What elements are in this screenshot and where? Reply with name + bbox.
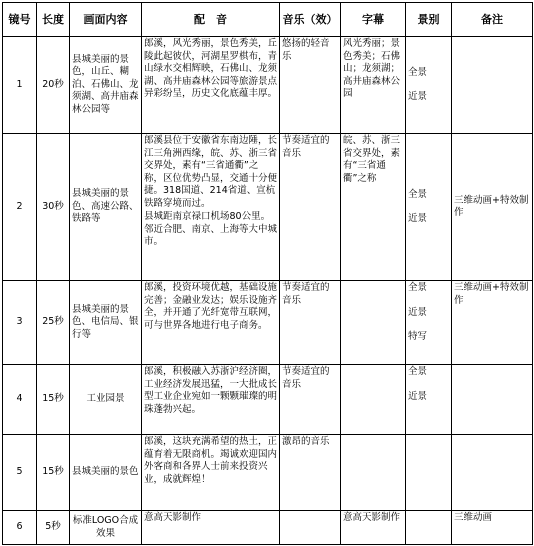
scene-label: 近景 bbox=[408, 390, 428, 402]
shot-number: 3 bbox=[3, 281, 37, 365]
header-shot: 镜号 bbox=[3, 3, 37, 37]
shot-narration bbox=[142, 511, 280, 545]
shot-content: 县城美丽的景色、高速公路、铁路等 bbox=[70, 134, 142, 281]
scene-label: 近景 bbox=[408, 306, 428, 318]
shot-content: 县城美丽的景色，山丘、糊泊、石佛山、龙须湖、高井庙森林公园等 bbox=[70, 37, 142, 134]
shot-length: 15秒 bbox=[37, 435, 70, 511]
scene-label: 特写 bbox=[408, 331, 428, 342]
narration-paragraph: 县城距南京禄口机场80公里。邻近合肥、南京、上海等大中城市。 bbox=[144, 211, 278, 247]
table-row bbox=[3, 281, 533, 365]
shot-content: 工业园景 bbox=[70, 365, 142, 435]
shot-length: 20秒 bbox=[37, 37, 70, 134]
shot-subtitle: 意高天影制作 bbox=[341, 511, 406, 545]
scene-label: 全景 bbox=[408, 188, 428, 200]
table-row bbox=[3, 37, 533, 134]
shot-scene bbox=[406, 37, 452, 134]
header-narration: 配 音 bbox=[142, 3, 280, 37]
shot-length: 30秒 bbox=[37, 134, 70, 281]
shot-content: 县城美丽的景色 bbox=[70, 435, 142, 511]
table-row bbox=[3, 365, 533, 435]
shot-music: 激昂的音乐 bbox=[280, 435, 341, 511]
table-row bbox=[3, 134, 533, 281]
shot-number: 5 bbox=[3, 435, 37, 511]
shot-music: 节奏适宜的音乐 bbox=[280, 365, 341, 435]
shot-music: 节奏适宜的音乐 bbox=[280, 134, 341, 281]
scene-label: 全景 bbox=[408, 282, 428, 293]
shot-number: 2 bbox=[3, 134, 37, 281]
storyboard-table bbox=[2, 2, 533, 545]
shot-subtitle: 皖、苏、浙三省交界处，素有“三省通衢”之称 bbox=[341, 134, 406, 281]
scene-label: 近景 bbox=[408, 91, 428, 102]
narration-paragraph: 郎溪，投资环境优越，基础设施完善；金融业发达；娱乐设施齐全，并开通了光纤宽带互联网，可与世界各地进行电子商务。 bbox=[144, 282, 278, 331]
table-row bbox=[3, 511, 533, 545]
shot-subtitle: 风光秀丽；景色秀美；石佛山；龙须湖；高井庙森林公园 bbox=[341, 37, 406, 134]
header-note: 备注 bbox=[452, 3, 533, 37]
shot-content: 县城美丽的景色、电信局、银行等 bbox=[70, 281, 142, 365]
narration-paragraph: 意高天影制作 bbox=[144, 512, 202, 523]
narration-paragraph: 郎溪县位于安徽省东南边陲，长江三角洲西缘，皖、苏、浙三省交界处，素有“三省通衢”之称，区位优势凸显，交通十分便捷。318国道、214省道、宣杭铁路穿境而过。 bbox=[144, 135, 278, 209]
shot-length: 25秒 bbox=[37, 281, 70, 365]
table-row bbox=[3, 435, 533, 511]
shot-subtitle bbox=[341, 281, 406, 365]
header-length: 长度 bbox=[37, 3, 70, 37]
header-scene: 景别 bbox=[406, 3, 452, 37]
shot-number: 1 bbox=[3, 37, 37, 134]
shot-number: 4 bbox=[3, 365, 37, 435]
shot-length: 5秒 bbox=[37, 511, 70, 545]
shot-subtitle bbox=[341, 435, 406, 511]
shot-note: 三维动画+特效制作 bbox=[452, 281, 533, 365]
shot-narration bbox=[142, 134, 280, 281]
shot-scene bbox=[406, 134, 452, 281]
shot-music bbox=[280, 511, 341, 545]
shot-subtitle bbox=[341, 365, 406, 435]
shot-note: 三维动画+特效制作 bbox=[452, 134, 533, 281]
scene-label: 全景 bbox=[408, 366, 428, 377]
header-subtitle: 字幕 bbox=[341, 3, 406, 37]
header-row bbox=[3, 3, 533, 37]
shot-music: 悠扬的轻音乐 bbox=[280, 37, 341, 134]
narration-paragraph: 郎溪，积极融入苏浙沪经济圈，工业经济发展迅猛，一大批成长型工业企业宛如一颗颗璀璨的明珠蓬勃兴起。 bbox=[144, 366, 278, 415]
scene-label: 全景 bbox=[408, 66, 428, 78]
shot-narration bbox=[142, 435, 280, 511]
shot-note: 三维动画 bbox=[452, 511, 533, 545]
header-content: 画面内容 bbox=[70, 3, 142, 37]
shot-narration bbox=[142, 37, 280, 134]
shot-note bbox=[452, 435, 533, 511]
shot-content: 标准LOGO合成效果 bbox=[70, 511, 142, 545]
shot-number: 6 bbox=[3, 511, 37, 545]
shot-narration bbox=[142, 281, 280, 365]
shot-note bbox=[452, 37, 533, 134]
shot-music: 节奏适宜的音乐 bbox=[280, 281, 341, 365]
shot-narration bbox=[142, 365, 280, 435]
narration-paragraph: 郎溪，风光秀丽，景色秀美，丘陵此起彼伏，河湖星罗棋布，青山绿水交相辉映，石佛山、龙须湖、高井庙森林公园等旅游景点异彩纷呈，历史文化底蕴丰厚。 bbox=[144, 38, 278, 99]
shot-scene bbox=[406, 435, 452, 511]
shot-scene bbox=[406, 281, 452, 365]
scene-label: 近景 bbox=[408, 213, 428, 224]
narration-paragraph: 郎溪，这块充满希望的热土，正蕴育着无限商机。竭诚欢迎国内外客商和各界人士前来投资兴业，成就辉煌！ bbox=[144, 436, 278, 485]
header-music: 音乐（效） bbox=[280, 3, 341, 37]
shot-scene bbox=[406, 365, 452, 435]
shot-note bbox=[452, 365, 533, 435]
shot-length: 15秒 bbox=[37, 365, 70, 435]
shot-scene bbox=[406, 511, 452, 545]
